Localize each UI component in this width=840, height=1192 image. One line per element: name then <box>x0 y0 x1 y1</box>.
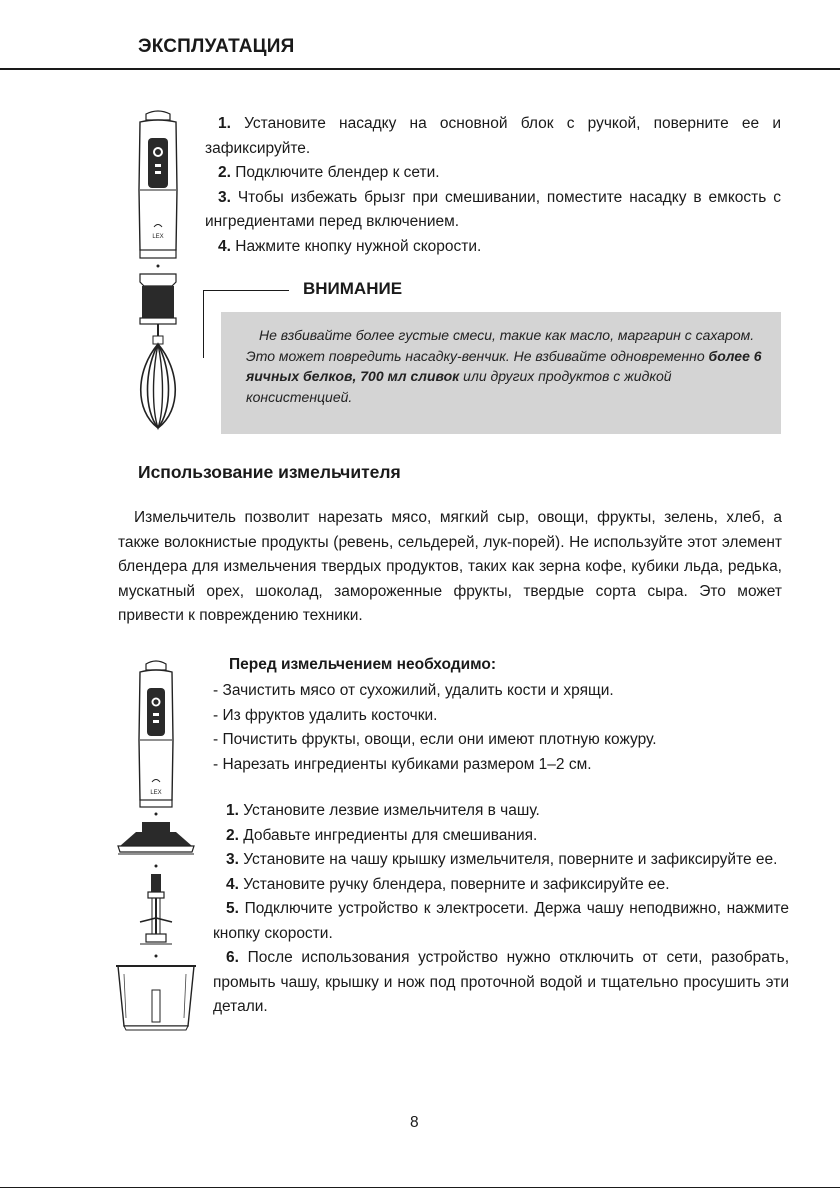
chopper-steps <box>213 799 789 1020</box>
before-chopping-title: Перед измельчением необходимо: <box>229 656 497 673</box>
brand-logo-text: LEX <box>152 234 164 240</box>
page-number: 8 <box>410 1114 419 1131</box>
whisk-step-4: 4. Нажмите кнопку нужной скорости. <box>218 237 482 255</box>
whisk-step-2: 2. Подключите блендер к сети. <box>218 164 440 181</box>
chopper-intro-paragraph: Измельчитель позволит нарезать мясо, мягкий сыр, овощи, фрукты, зелень, хлеб, а также волокнистые продукты (ревень, сельдерей, лук-порей). Не используйте этот элемент блендера для измельчения твердых продуктов, таких как зерна кофе, кубики льда, редька, мускатный орех, шоколад, замороженные фрукты, твердые сорта сыра. Это может привести к повреждению техники. <box>118 509 782 624</box>
chopper-step-3: 3. Установите на чашу крышку измельчителя, поверните и зафиксируйте ее. <box>226 851 778 868</box>
chopper-step-2: 2. Добавьте ингредиенты для смешивания. <box>226 826 538 844</box>
whisk-steps <box>205 112 781 259</box>
attention-bracket-vertical <box>203 290 204 358</box>
list-item: - Зачистить мясо от сухожилий, удалить кости и хрящи. <box>213 682 614 699</box>
brand-logo-text-2: LEX <box>150 790 162 796</box>
header-divider <box>0 68 840 70</box>
attention-text: Не взбивайте более густые смеси, такие как масло, маргарин с сахаром. Это может повредить насадку-венчик. Не взбивайте одновременно более 6 яичных белков, 700 мл сливок или других продуктов с жидкой консистенцией. <box>246 327 762 405</box>
chopper-blender-illustration <box>112 660 200 1032</box>
list-item: - Нарезать ингредиенты кубиками размером 1–2 см. <box>213 755 592 773</box>
attention-bracket-horizontal <box>203 290 289 291</box>
footer-divider <box>0 1187 840 1188</box>
chopper-step-5: 5. Подключите устройство к электросети. Держа чашу неподвижно, нажмите кнопку скорости. <box>213 900 789 942</box>
list-item: - Из фруктов удалить косточки. <box>213 706 438 724</box>
list-item: - Почистить фрукты, овощи, если они имеют плотную кожуру. <box>213 731 657 748</box>
attention-title: ВНИМАНИЕ <box>303 279 403 298</box>
before-chopping-list <box>213 679 657 777</box>
whisk-blender-illustration <box>128 110 188 435</box>
whisk-step-1: 1. Установите насадку на основной блок с ручкой, поверните ее и зафиксируйте. <box>205 115 781 157</box>
section-header-title: ЭКСПЛУАТАЦИЯ <box>138 36 295 57</box>
chopper-step-6: 6. После использования устройство нужно отключить от сети, разобрать, промыть чашу, крышку и нож под проточной водой и тщательно просушить эти детали. <box>213 949 789 1015</box>
chopper-section-title: Использование измельчителя <box>138 462 401 482</box>
chopper-step-4: 4. Установите ручку блендера, поверните и зафиксируйте ее. <box>226 875 670 893</box>
chopper-step-1: 1. Установите лезвие измельчителя в чашу. <box>226 802 540 819</box>
whisk-step-3: 3. Чтобы избежать брызг при смешивании, поместите насадку в емкость с ингредиентами перед включением. <box>205 188 781 230</box>
